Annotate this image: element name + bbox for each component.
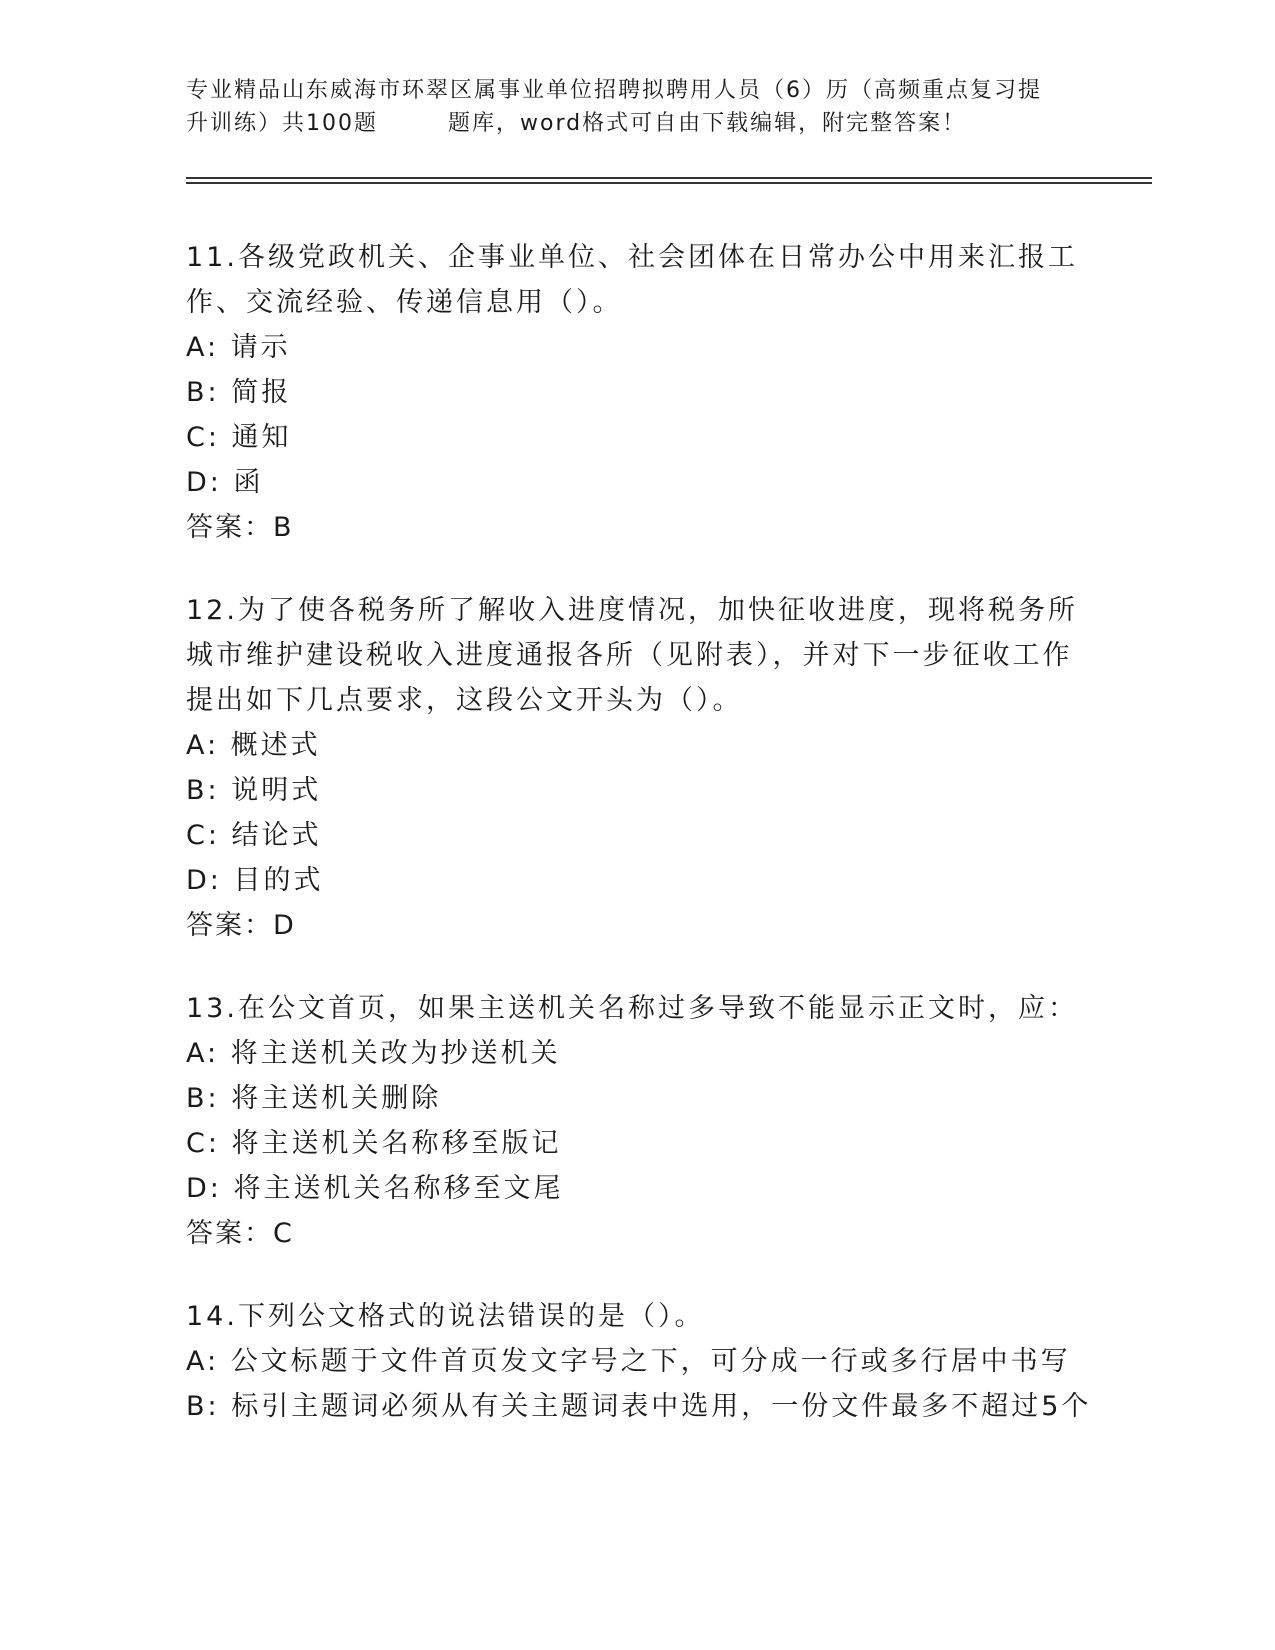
- option-b: B: 将主送机关删除: [186, 1083, 442, 1114]
- option-b: B: 说明式: [186, 775, 322, 806]
- header-line-2-start: 升训练）共100题: [186, 111, 378, 136]
- question-text: 11.各级党政机关、企事业单位、社会团体在日常办公中用来汇报工作、交流经验、传递信息用（）。: [186, 242, 1078, 318]
- question-12: [186, 588, 1086, 949]
- option-c: C: 结论式: [186, 820, 322, 851]
- question-text: 12.为了使各税务所了解收入进度情况，加快征收进度，现将税务所城市维护建设税收入进度通报各所（见附表），并对下一步征收工作提出如下几点要求，这段公文开头为（）。: [186, 595, 1078, 716]
- option-a: A: 将主送机关改为抄送机关: [186, 1038, 561, 1069]
- option-b: B: 简报: [186, 377, 292, 408]
- option-b: B: 标引主题词必须从有关主题词表中选用，一份文件最多不超过5个: [186, 1391, 1092, 1422]
- option-d: D: 将主送机关名称移至文尾: [186, 1173, 564, 1204]
- option-c: C: 将主送机关名称移至版记: [186, 1128, 562, 1159]
- header-divider-top: [186, 177, 1152, 179]
- answer: 答案：D: [186, 910, 296, 941]
- question-13: [186, 986, 1086, 1257]
- header-line-2-end: 题库，word格式可自由下载编辑，附完整答案！: [448, 111, 967, 136]
- question-text: 13.在公文首页，如果主送机关名称过多导致不能显示正文时，应：: [186, 993, 1078, 1024]
- question-list: [186, 235, 1092, 1466]
- header-line-1: 专业精品山东威海市环翠区属事业单位招聘拟聘用人员（6）历（高频重点复习提: [186, 78, 1042, 103]
- answer: 答案：C: [186, 1218, 294, 1249]
- question-14: [186, 1294, 1092, 1429]
- question-text: 14.下列公文格式的说法错误的是（）。: [186, 1301, 705, 1332]
- question-11: [186, 235, 1086, 551]
- header-line-2: [186, 107, 1086, 140]
- option-a: A: 公文标题于文件首页发文字号之下，可分成一行或多行居中书写: [186, 1346, 1071, 1377]
- option-d: D: 函: [186, 467, 264, 498]
- answer: 答案：B: [186, 512, 294, 543]
- option-c: C: 通知: [186, 422, 292, 453]
- document-header: [186, 74, 1086, 140]
- option-a: A: 概述式: [186, 730, 321, 761]
- option-d: D: 目的式: [186, 865, 324, 896]
- option-a: A: 请示: [186, 332, 291, 363]
- header-divider-bottom: [186, 182, 1152, 184]
